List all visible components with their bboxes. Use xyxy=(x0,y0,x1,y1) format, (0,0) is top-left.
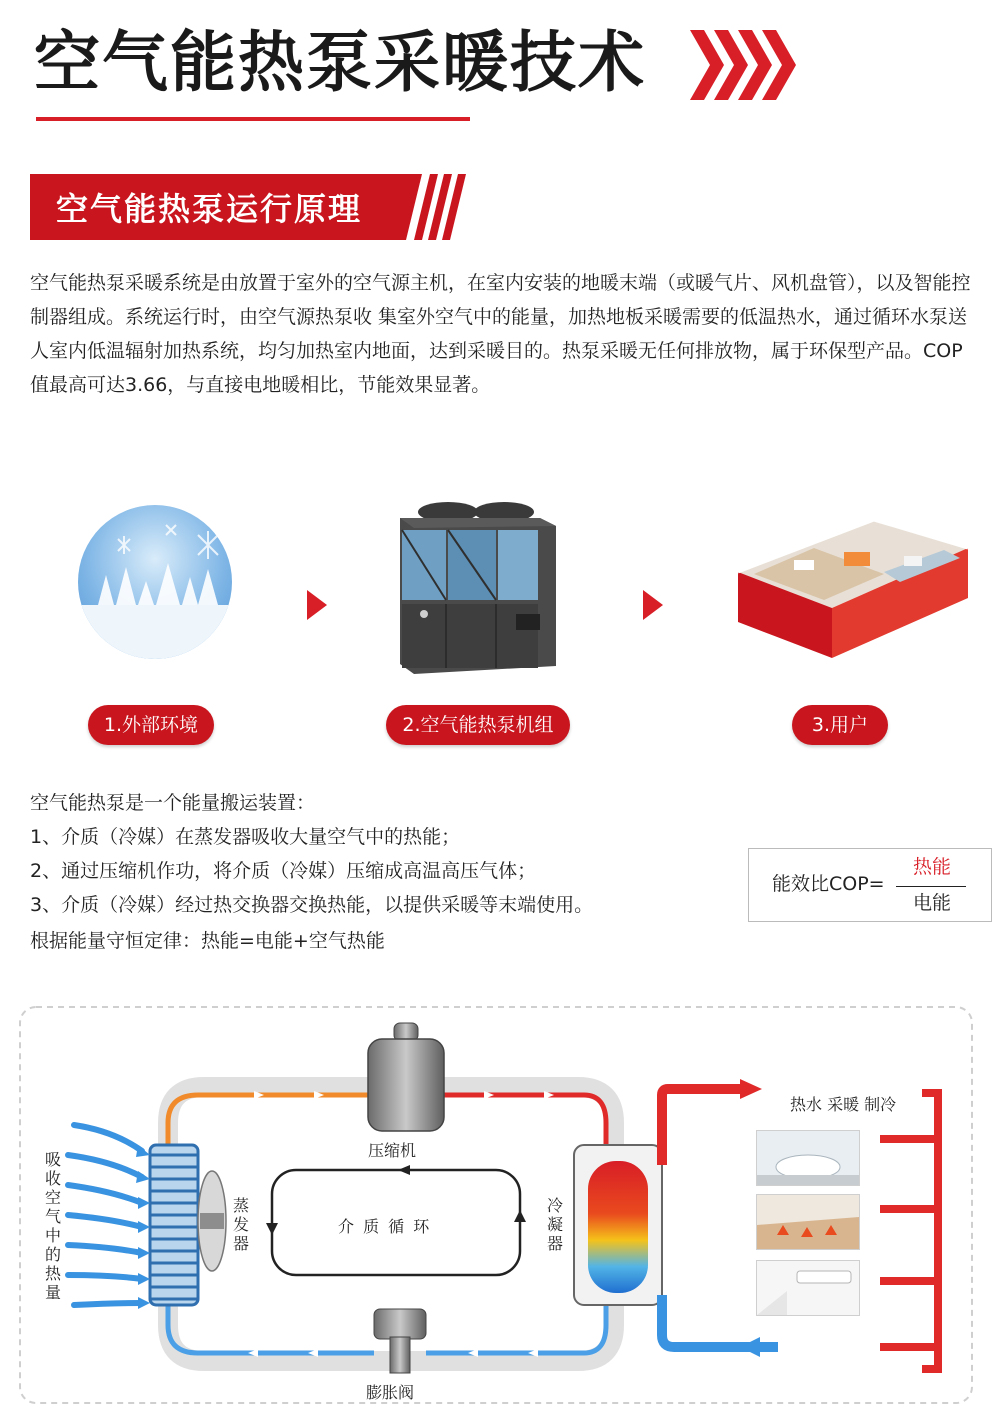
step-arrow-icon xyxy=(643,590,663,620)
step-label-user: 3.用户 xyxy=(792,705,888,745)
condenser-label: 冷凝器 xyxy=(546,1196,563,1253)
air-conditioner-photo xyxy=(756,1260,860,1316)
winter-snow-image xyxy=(78,505,232,659)
outputs-label: 热水 采暖 制冷 xyxy=(790,1095,897,1114)
process-step-1: 1、介质（冷媒）在蒸发器吸收大量空气中的热能； xyxy=(30,826,461,848)
heat-pump-unit-image xyxy=(390,496,562,678)
floor-heating-photo xyxy=(756,1194,860,1250)
air-heat-absorption-label: 吸收空气中的热量 xyxy=(44,1150,61,1302)
cop-denominator: 电能 xyxy=(912,892,951,914)
compressor-label: 压缩机 xyxy=(368,1141,417,1160)
intro-paragraph: 空气能热泵采暖系统是由放置于室外的空气源主机，在室内安装的地暖末端（或暖气片、风机盘管），以及智能控制器组成。系统运行时，由空气源热泵收 集室外空气中的能量，加热地板采暖需要的低温热水，通过循环水泵送人室内低温辐射加热系统，均匀加热室内地面，达到采暖目的。热泵采暖无任何排放物，属于环保型产品。COP值最高可达3.66，与直接电地暖相比，节能效果显著。 xyxy=(30,272,971,396)
cop-numerator: 热能 xyxy=(912,856,951,878)
fraction-line xyxy=(896,886,966,887)
step-label-heat-pump-unit: 2.空气能热泵机组 xyxy=(386,705,570,745)
chevron-decoration-icon xyxy=(690,30,800,100)
expansion-valve-label: 膨胀阀 xyxy=(366,1383,415,1402)
step-label-external-environment: 1.外部环境 xyxy=(88,705,214,745)
title-underline xyxy=(36,117,470,121)
cop-label: 能效比COP= xyxy=(772,873,885,895)
snow-trees-icon xyxy=(78,505,232,659)
bathtub-photo xyxy=(756,1130,860,1186)
house-floorplan-image xyxy=(734,512,972,662)
process-step-3: 3、介质（冷媒）经过热交换器交换热能，以提供采暖等末端使用。 xyxy=(30,894,594,916)
page-title: 空气能热泵采暖技术 xyxy=(34,24,646,101)
energy-conservation-law: 根据能量守恒定律：热能=电能+空气热能 xyxy=(30,930,385,952)
process-intro: 空气能热泵是一个能量搬运装置： xyxy=(30,792,316,814)
process-step-2: 2、通过压缩机作功，将介质（冷媒）压缩成高温高压气体； xyxy=(30,860,537,882)
medium-cycle-label: 介 质 循 环 xyxy=(338,1217,432,1236)
section-title: 空气能热泵运行原理 xyxy=(56,190,363,228)
evaporator-label: 蒸发器 xyxy=(232,1196,249,1253)
step-arrow-icon xyxy=(307,590,327,620)
